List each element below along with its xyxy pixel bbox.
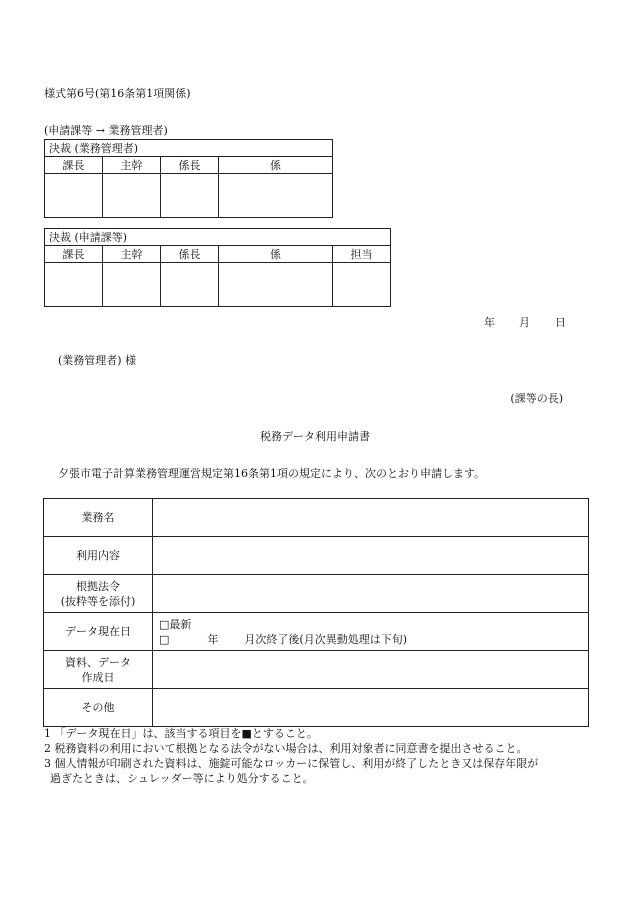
- note-1: 1 「データ現在日」は、該当する項目を■とすること。: [44, 727, 318, 740]
- other-label: その他: [44, 689, 153, 727]
- seal-cell[interactable]: [45, 263, 103, 307]
- seal-cell[interactable]: [161, 263, 219, 307]
- document-title: 税務データ利用申請書: [260, 430, 370, 443]
- column-header: 課長: [45, 246, 103, 263]
- application-form-table: [43, 498, 589, 727]
- seal-cell[interactable]: [219, 263, 333, 307]
- option-month-end-label: 月次終了後(月次異動処理は下旬): [244, 632, 407, 646]
- date-day: 日: [555, 316, 566, 329]
- legal-basis-label-line1: 根拠法令: [76, 579, 120, 593]
- business-name-label: 業務名: [44, 499, 153, 537]
- seal-cell[interactable]: [219, 174, 333, 218]
- created-date-field[interactable]: [153, 651, 589, 689]
- addressee: (業務管理者) 様: [58, 354, 137, 367]
- approval-table-applicant: [44, 228, 391, 307]
- sender: (課等の長): [510, 392, 563, 405]
- column-header: 係長: [161, 157, 219, 174]
- note-3-line2: 過ぎたときは、シュレッダー等により処分すること。: [50, 772, 314, 785]
- option-year-label: 年: [207, 632, 219, 646]
- approval-table-manager-title: 決裁 (業務管理者): [45, 140, 333, 157]
- date-year: 年: [484, 316, 495, 329]
- created-date-label: [44, 651, 153, 689]
- option-latest-checkbox[interactable]: □最新: [159, 617, 192, 631]
- column-header: 係: [219, 246, 333, 263]
- legal-basis-field[interactable]: [153, 575, 589, 613]
- intro-text: 夕張市電子計算業務管理運営規定第16条第1項の規定により、次のとおり申請します。: [58, 467, 486, 480]
- seal-cell[interactable]: [103, 263, 161, 307]
- seal-cell[interactable]: [333, 263, 391, 307]
- column-header: 係長: [161, 246, 219, 263]
- created-date-label-line2: 作成日: [81, 670, 115, 684]
- note-2: 2 税務資料の利用において根拠となる法令がない場合は、利用対象者に同意書を提出させること。: [44, 742, 528, 755]
- usage-field[interactable]: [153, 537, 589, 575]
- routing-label: (申請課等 → 業務管理者): [44, 124, 168, 137]
- note-3-line1: 3 個人情報が印刷された資料は、施錠可能なロッカーに保管し、利用が終了したとき又は保存年限が: [44, 757, 539, 770]
- usage-label: 利用内容: [44, 537, 153, 575]
- date-month: 月: [519, 316, 530, 329]
- data-as-of-label: データ現在日: [44, 613, 153, 651]
- created-date-label-line1: 資料、データ: [65, 655, 131, 669]
- column-header: 担当: [333, 246, 391, 263]
- seal-cell[interactable]: [45, 174, 103, 218]
- column-header: 係: [219, 157, 333, 174]
- form-number: 様式第6号(第16条第1項関係): [44, 87, 191, 100]
- other-field[interactable]: [153, 689, 589, 727]
- approval-table-applicant-title: 決裁 (申請課等): [45, 229, 391, 246]
- legal-basis-label: [44, 575, 153, 613]
- data-as-of-options: [153, 613, 589, 651]
- approval-table-manager: [44, 139, 333, 218]
- legal-basis-label-line2: (抜粋等を添付): [60, 594, 136, 608]
- business-name-field[interactable]: [153, 499, 589, 537]
- seal-cell[interactable]: [103, 174, 161, 218]
- column-header: 課長: [45, 157, 103, 174]
- option-month-end-checkbox[interactable]: □: [159, 632, 170, 646]
- seal-cell[interactable]: [161, 174, 219, 218]
- column-header: 主幹: [103, 157, 161, 174]
- column-header: 主幹: [103, 246, 161, 263]
